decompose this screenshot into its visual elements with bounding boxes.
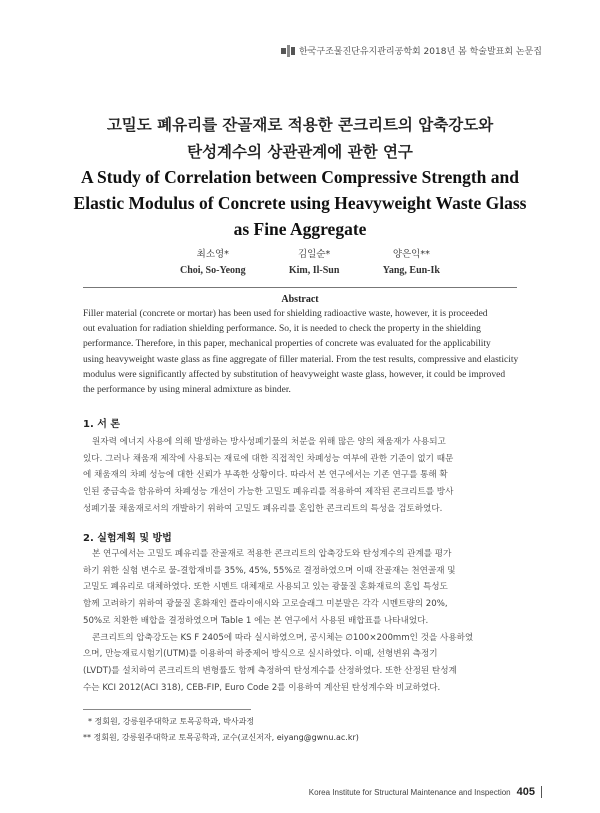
body-line: 에 채움재의 차폐 성능에 대한 신뢰가 부족한 상황이다. 따라서 본 연구에서는 기존 연구를 통해 확	[83, 470, 448, 481]
journal-name: 한국구조물진단유지관리공학회 2018년 봄 학술발표회 논문집	[298, 47, 542, 57]
abstract-heading: Abstract	[281, 294, 319, 305]
body-line: 인된 중금속을 함유하여 차폐성능 개선이 가능한 고밀도 폐유리를 적용하여 제작된 콘크리트를 방사	[83, 487, 454, 498]
footnote-divider	[83, 709, 251, 710]
body-line: 고밀도 폐유리로 대체하였다. 또한 시멘트 대체재로 사용되고 있는 광물질 혼화재료의 혼입 특성도	[83, 582, 448, 593]
page-footer	[309, 786, 542, 798]
english-title-line: as Fine Aggregate	[233, 219, 367, 239]
abstract-line: the performance by using mineral admixture as binder.	[83, 385, 291, 396]
body-line: 있다. 그러나 채움재 제작에 사용되는 재료에 대한 직접적인 차폐성능 여부에 관한 기준이 없기 때문	[83, 453, 454, 464]
korean-title-line: 탄성계수의 상관관계에 관한 연구	[187, 143, 413, 161]
body-line: 으며, 만능재료시험기(UTM)를 이용하여 하중제어 방식으로 실시하였다. 이때, 선형변위 측정기	[83, 649, 438, 660]
body-line: 성폐기물 채움재로서의 개발하기 위하여 고밀도 폐유리를 혼입한 콘크리트의 특성을 검토하였다.	[83, 503, 443, 514]
section-body	[83, 434, 523, 518]
section-body	[83, 546, 523, 696]
journal-logo-icon	[281, 45, 295, 57]
author-name-en: Yang, Eun-Ik	[382, 265, 440, 276]
author-name-ko: 김일순*	[298, 249, 331, 260]
author-name-en: Kim, Il-Sun	[288, 265, 340, 276]
body-line: 본 연구에서는 고밀도 폐유리를 잔골재로 적용한 콘크리트의 압축강도와 탄성계수의 관계를 평가	[92, 549, 452, 559]
body-line: (LVDT)를 설치하여 콘크리트의 변형률도 함께 측정하여 탄성계수를 산정하였다. 또한 산정된 탄성계	[83, 665, 457, 676]
author-list	[180, 247, 440, 279]
footnote: ** 정회원, 강릉원주대학교 토목공학과, 교수(교신저자, eiyang@gwnu.ac.kr)	[83, 733, 359, 742]
footer-bar	[541, 786, 542, 798]
footnote: * 정회원, 강릉원주대학교 토목공학과, 박사과정	[88, 717, 255, 726]
body-line: 하기 위한 실험 변수로 물-결합재비를 35%, 45%, 55%로 결정하였으며 이때 잔골재는 천연골재 및	[83, 565, 456, 576]
abstract-line: modulus were significantly affected by substitution of heavyweight waste glass, however, it could be improved	[83, 369, 506, 380]
english-title-line: Elastic Modulus of Concrete using Heavyweight Waste Glass	[73, 193, 527, 213]
abstract-line: using heavyweight waste glass as fine aggregate of filler material. From the test results, compressive and elasticity	[83, 354, 519, 365]
footnotes	[83, 714, 359, 746]
abstract-line: out evaluation for radiation shielding performance. So, it is needed to check the property in the shielding	[83, 324, 481, 335]
author	[383, 247, 440, 279]
abstract-line: Filler material (concrete or mortar) has been used for shielding radioactive waste, however, it is proceeded	[83, 309, 488, 319]
korean-title	[0, 112, 600, 166]
body-line: 콘크리트의 압축강도는 KS F 2405에 따라 실시하였으며, 공시체는 ∅100×200mm인 것을 사용하였	[92, 632, 474, 643]
english-title-line: A Study of Correlation between Compressive Strength and	[81, 167, 519, 187]
abstract-line: performance. Therefore, in this paper, mechanical properties of concrete was evaluated for the applicability	[83, 339, 491, 350]
body-line: 원자력 에너지 사용에 의해 발생하는 방사성폐기물의 처분을 위해 많은 양의 채움재가 사용되고	[92, 437, 446, 447]
journal-header	[281, 44, 542, 57]
body-line: 함께 고려하기 위하여 광물질 혼화재인 플라이애시와 고로슬래그 미분말은 각각 시멘트량의 20%,	[83, 599, 448, 610]
section-heading: 1. 서 론	[83, 419, 121, 430]
english-title	[0, 164, 600, 242]
author	[180, 247, 246, 279]
body-line: 50%로 치환한 배합을 결정하였으며 Table 1 에는 본 연구에서 사용된 배합표를 나타내었다.	[83, 615, 429, 626]
body-line: 수는 KCI 2012(ACI 318), CEB-FIP, Euro Code 2를 이용하여 계산된 탄성계수와 비교하였다.	[83, 682, 441, 693]
author-name-en: Choi, So-Yeong	[180, 265, 246, 276]
author-name-ko: 양은익**	[392, 249, 430, 260]
page-number: 405	[516, 786, 535, 798]
abstract-body	[83, 307, 517, 398]
author	[289, 247, 340, 279]
divider	[83, 287, 517, 288]
section-heading: 2. 실험계획 및 방법	[83, 533, 172, 544]
institute-name: Korea Institute for Structural Maintenance and Inspection	[308, 787, 511, 797]
korean-title-line: 고밀도 폐유리를 잔골재로 적용한 콘크리트의 압축강도와	[106, 116, 494, 134]
author-name-ko: 최소영*	[196, 249, 229, 260]
